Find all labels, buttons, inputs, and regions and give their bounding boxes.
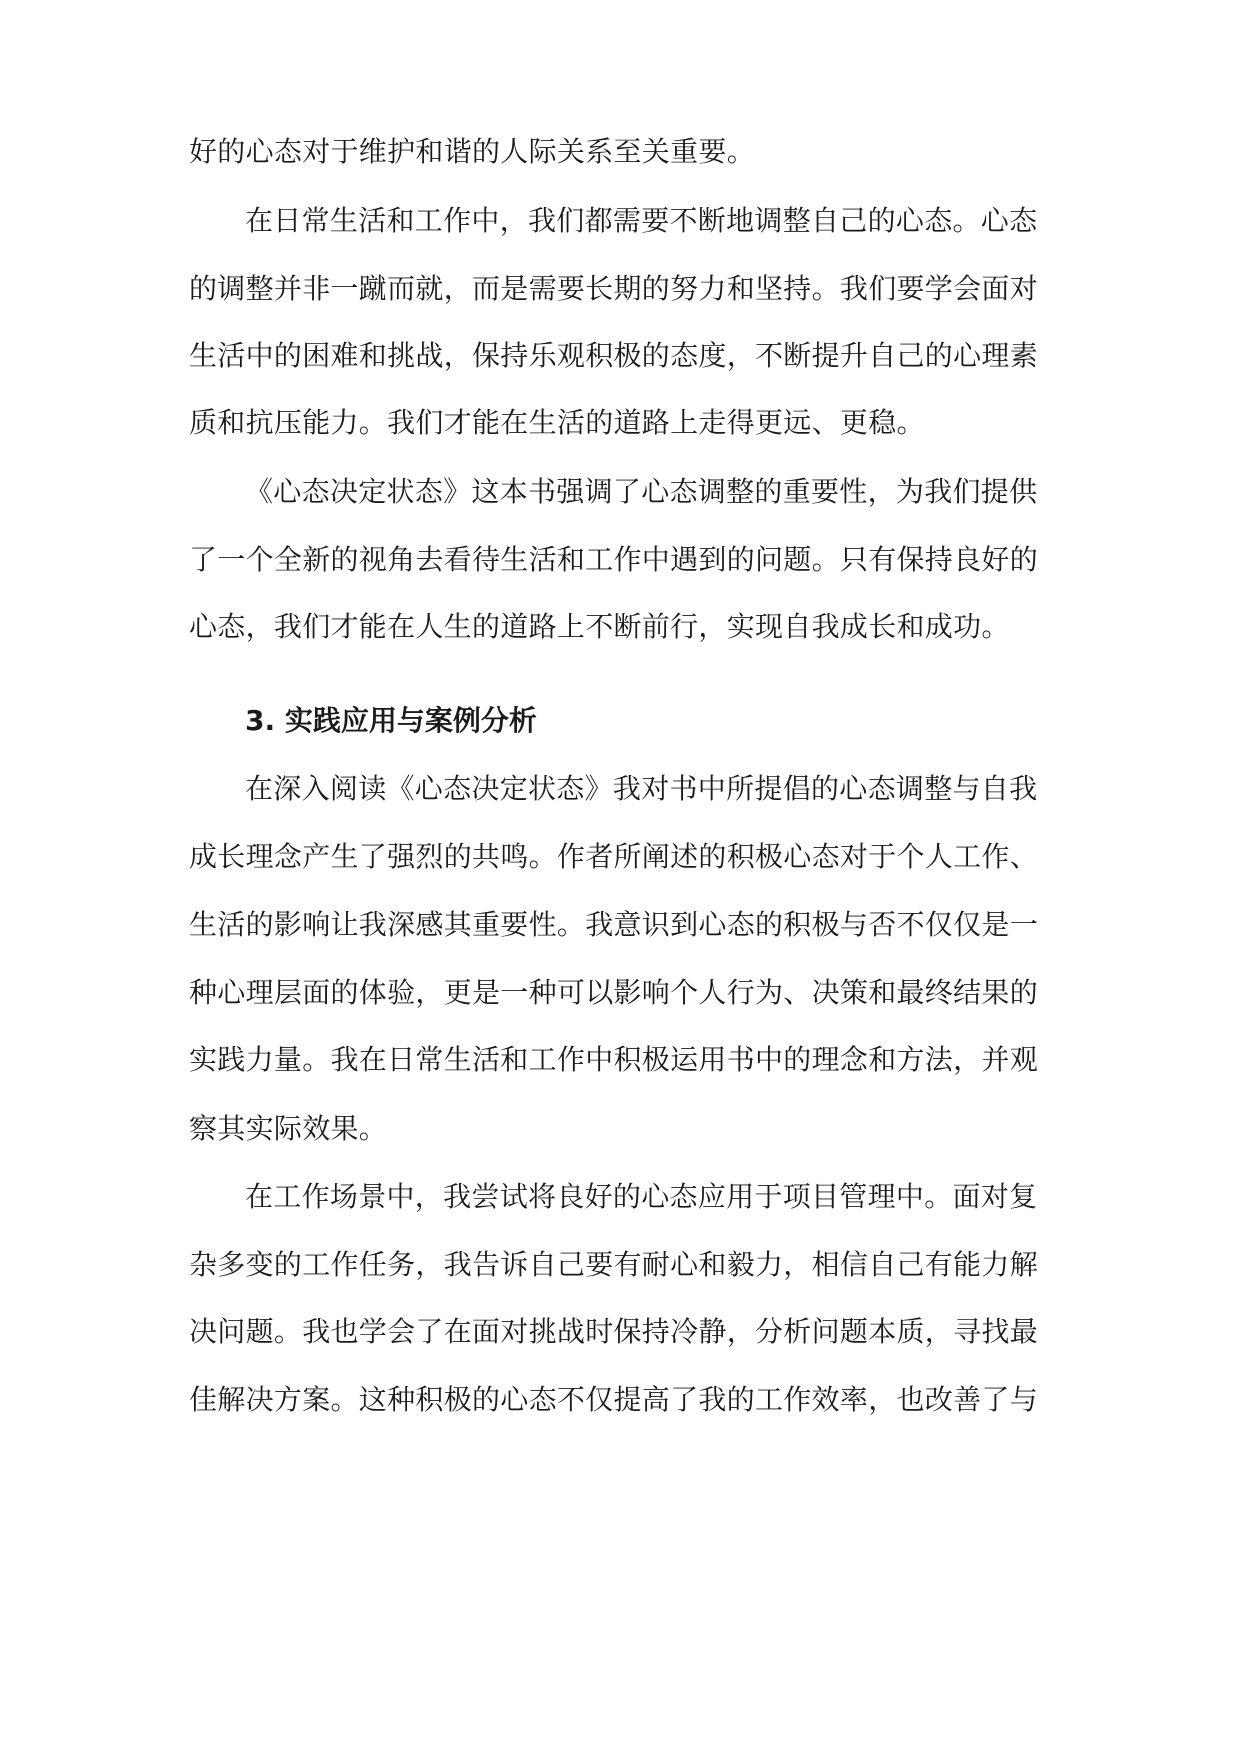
text-line: 实践力量。我在日常生活和工作中积极运用书中的理念和方法，并观 bbox=[189, 1043, 1039, 1076]
text-line: 杂多变的工作任务，我告诉自己要有耐心和毅力，相信自己有能力解 bbox=[189, 1248, 1039, 1281]
text-line: 佳解决方案。这种积极的心态不仅提高了我的工作效率，也改善了与 bbox=[189, 1383, 1039, 1416]
text-line: 在日常生活和工作中，我们都需要不断地调整自己的心态。心态 bbox=[245, 204, 1038, 237]
text-line: 好的心态对于维护和谐的人际关系至关重要。 bbox=[189, 135, 756, 168]
text-line: 在工作场景中，我尝试将良好的心态应用于项目管理中。面对复 bbox=[245, 1180, 1038, 1213]
text-line: 生活中的困难和挑战，保持乐观积极的态度，不断提升自己的心理素 bbox=[189, 339, 1039, 372]
text-line: 决问题。我也学会了在面对挑战时保持冷静，分析问题本质，寻找最 bbox=[189, 1315, 1039, 1348]
text-line: 在深入阅读《心态决定状态》我对书中所提倡的心态调整与自我 bbox=[245, 772, 1038, 805]
text-line: 的调整并非一蹴而就，而是需要长期的努力和坚持。我们要学会面对 bbox=[189, 272, 1039, 305]
text-line: 《心态决定状态》这本书强调了心态调整的重要性，为我们提供 bbox=[245, 475, 1038, 508]
section-heading: 3. 实践应用与案例分析 bbox=[245, 704, 537, 737]
text-line: 了一个全新的视角去看待生活和工作中遇到的问题。只有保持良好的 bbox=[189, 543, 1039, 576]
text-line: 心态，我们才能在人生的道路上不断前行，实现自我成长和成功。 bbox=[189, 610, 1010, 643]
text-line: 察其实际效果。 bbox=[189, 1112, 388, 1145]
text-line: 种心理层面的体验，更是一种可以影响个人行为、决策和最终结果的 bbox=[189, 976, 1039, 1009]
text-line: 生活的影响让我深感其重要性。我意识到心态的积极与否不仅仅是一 bbox=[189, 908, 1039, 941]
text-line: 成长理念产生了强烈的共鸣。作者所阐述的积极心态对于个人工作、 bbox=[189, 840, 1039, 873]
text-line: 质和抗压能力。我们才能在生活的道路上走得更远、更稳。 bbox=[189, 406, 925, 439]
